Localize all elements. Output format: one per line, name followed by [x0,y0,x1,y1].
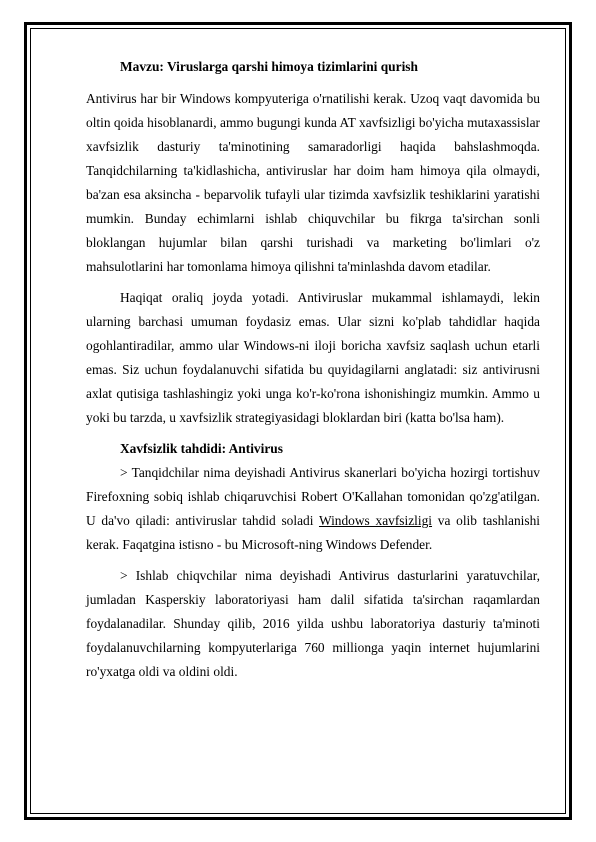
windows-security-link[interactable]: Windows xavfsizligi [318,513,433,528]
paragraph-intro: Antivirus har bir Windows kompyuteriga o'rnatilishi kerak. Uzoq vaqt davomida bu oltin qoida hisoblanardi, ammo bugungi kunda AT xavfsizligi bo'yicha mutaxassislar xavfsizlik dasturiy ta'minotining samaradorligi haqida bahslashmoqda. Tanqidchilarning ta'kidlashicha, antiviruslar har doim ham himoya qila olmaydi, ba'zan esa aksincha - beparvolik tufayli ular tizimda xavfsizlik teshiklarini yaratishi mumkin. Bunday echimlarni ishlab chiquvchilar bu fikrga ta'sirchan sonli bloklangan hujumlar bilan qarshi turishadi va marketing bo'limlari o'z mahsulotlarini har tomonlama himoya qilishni ta'minlashda davom etadilar. [86,91,540,274]
paragraph-critics [86,461,540,557]
document-body [86,55,540,684]
paragraph-critics-text-end: va olib tashlanishi kerak. Faqatgina istisno - bu Microsoft-ning Windows Defender. [86,513,540,552]
paragraph-developers: > Ishlab chiqvchilar nima deyishadi Antivirus dasturlarini yaratuvchilar, jumladan Kasperskiy laboratoriyasi ham dalil sifatida ta'sirchan raqamlardan foydalanadilar. Shunday qilib, 2016 yilda ushbu laboratoriya dasturiy ta'minoti foydalanuvchilarning kompyuterlariga 760 millionga yaqin internet hujumlarini ro'yxatga oldi va oldini oldi. [86,568,540,679]
paragraph-critics-text-start: > Tanqidchilar nima deyishadi Antivirus skanerlari bo'yicha hozirgi tortishuv Firefoxning sobiq ishlab chiqaruvchisi Robert O'Kallahan tomonidan qo'zg'atilgan. U da'vo qiladi: antiviruslar tahdid soladi [86,465,540,528]
section-subheading: Xavfsizlik tahdidi: Antivirus [120,441,283,456]
document-title: Mavzu: Viruslarga qarshi himoya tizimlarini qurish [120,59,418,74]
paragraph-truth: Haqiqat oraliq joyda yotadi. Antiviruslar mukammal ishlamaydi, lekin ularning barchasi umuman foydasiz emas. Ular sizni ko'plab tahdidlar haqida ogohlantiradilar, ammo ular Windows-ni iloji boricha xavfsiz saqlash uchun etarli emas. Siz uchun foydalanuvchi sifatida bu quyidagilarni anglatadi: siz antivirusni axlat qutisiga tashlashingiz yoki unga ko'r-ko'rona ishonishingiz mumkin. Ammo u yoki bu tarzda, u xavfsizlik strategiyasidagi bloklardan biri (katta bo'lsa ham). [86,290,540,425]
